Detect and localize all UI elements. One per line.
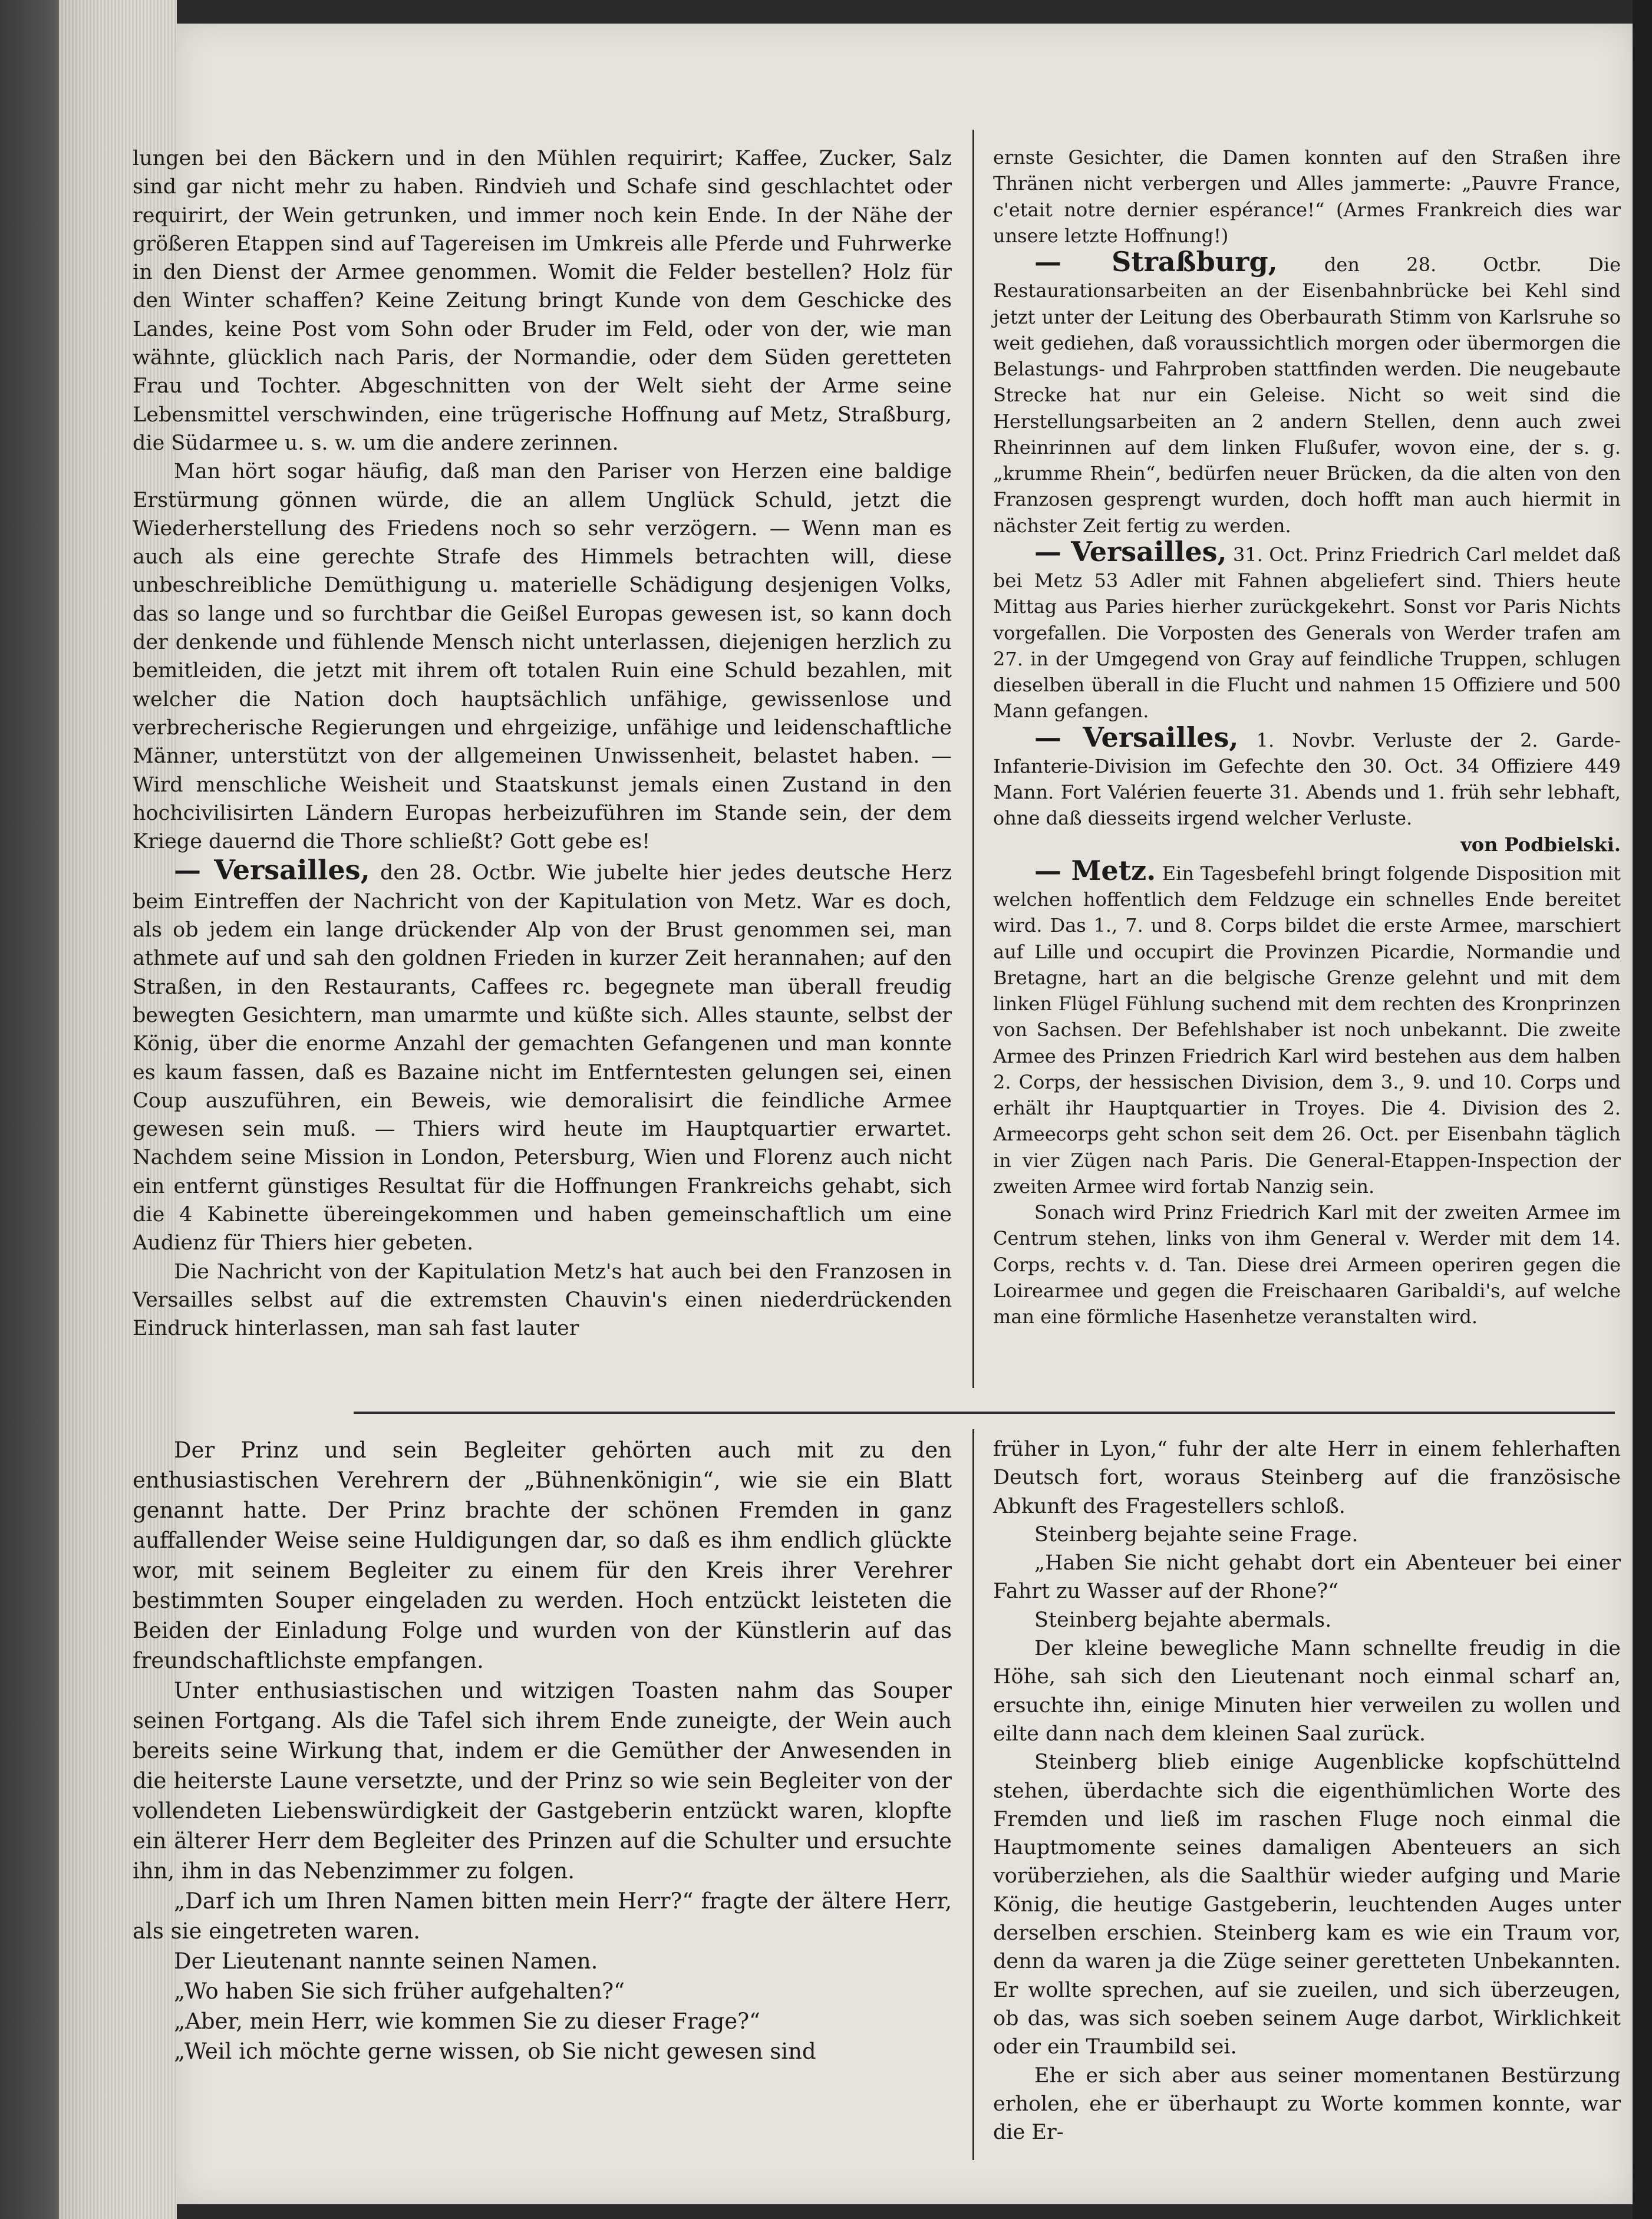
news-text: den 28. Octbr. Wie jubelte hier jedes deutsche Herz beim Eintreffen der Nachricht von der Kapitulation von Metz. War es doch, als ob jedem ein lange drückender Alp von der Brust genommen sei, man athmete auf und sah den goldnen Frieden in kurzer Zeit herannahen; auf den Straßen, in den Restaurants, Caffees rc. begegnete man überall freudig bewegten Gesichtern, man umarmte und küßte sich. Alles staunte, selbst der König, über die enorme Anzahl der gemachten Gefangenen und man konnte es kaum fassen, daß es Bazaine nicht im Entferntesten gelungen sei, einen Coup auszuführen, ein Beweis, wie demoralisirt die feindliche Armee gewesen sein muß. — Thiers wird heute im Hauptquartier erwartet. Nachdem seine Mission in London, Petersburg, Wien und Florenz auch nicht ein entfernt günstiges Resultat für die Hoffnungen Frankreichs gehabt, sich die 4 Kabinette übereingekommen und haben gemeinschaftlich um eine Audienz für Thiers hier gebeten. [133, 861, 952, 1255]
paragraph: Der Prinz und sein Begleiter gehörten auch mit zu den enthusiastischen Verehrern der „Bühnenkönigin“, wie sie ein Blatt genannt hatte. Der Prinz brachte der schönen Fremden in ganz auffallender Weise seine Huldigungen dar, so daß es ihm endlich glückte wor, mit seinem Begleiter zu einem für den Kreis ihrer Verehrer bestimmten Souper eingeladen zu werden. Hoch entzückt leisteten die Beiden der Einladung Folge und wurden von der Künstlerin auf das freundschaftlichste empfangen. [133, 1437, 952, 1673]
paragraph: „Haben Sie nicht gehabt dort ein Abenteuer bei einer Fahrt zu Wasser auf der Rhone?“ [993, 1551, 1621, 1604]
paragraph: Sonach wird Prinz Friedrich Karl mit der zweiten Armee im Centrum stehen, links von ihm General v. Werder mit dem 14. Corps, rechts v. d. Tan. Diese drei Armeen operiren gegen die Loirearmee und gegen die Freischaaren Garibaldi's, auf welche man eine förmliche Hasenhetze veranstalten wird. [993, 1201, 1621, 1328]
paragraph: Man hört sogar häufig, daß man den Pariser von Herzen eine baldige Erstürmung gönnen würde, die an allem Unglück Schuld, jetzt die Wiederherstellung des Friedens noch so sehr verzögern. — Wenn man es auch als eine gerechte Strafe des Himmels betrachten will, diese unbeschreibliche Demüthigung u. materielle Schädigung desjenigen Volks, das so lange und so furchtbar die Geißel Europas gewesen ist, so kann doch der denkende und fühlende Mensch nicht unterlassen, diejenigen herzlich zu bemitleiden, die jetzt mit ihrem oft totalen Ruin eine Schuld bezahlen, mit welcher die Nation doch hauptsächlich unfähige, gewissenlose und verbrecherische Regierungen und ehrgeizige, unfähige und leidenschaftliche Männer, unterstützt von der allgemeinen Unwissenheit, belastet haben. — Wird menschliche Weisheit und Staatskunst jemals einen Zustand in den hochcivilisirten Ländern Europas herbeizuführen im Stande sein, der dem Kriege dauernd die Thore schließt? Gott gebe es! [133, 460, 952, 854]
paragraph: Der Lieutenant nannte seinen Namen. [174, 1948, 598, 1974]
paragraph: früher in Lyon,“ fuhr der alte Herr in einem fehlerhaften Deutsch fort, woraus Steinberg auf die französische Abkunft des Fragestellers schloß. [993, 1437, 1621, 1518]
news-column-left [133, 144, 952, 1382]
paragraph: ernste Gesichter, die Damen konnten auf den Straßen ihre Thränen nicht verbergen und Alles jammerte: „Pauvre France, c'etait notre dernier espérance!“ (Armes Frankreich dies war unsere letzte Hoffnung!) [993, 146, 1621, 247]
dateline: — Versailles, [1034, 721, 1239, 753]
dateline: — Metz. [1034, 854, 1156, 886]
paragraph: Steinberg blieb einige Augenblicke kopfschüttelnd stehen, überdachte sich die eigenthümlichen Worte des Fremden und ließ im raschen Fluge noch einmal die Hauptmomente seines damaligen Abenteuers an sich vorüberziehen, als die Saalthür wieder aufging und Marie König, die heutige Gastgeberin, leuchtenden Auges unter derselben erschien. Steinberg kam es wie ein Traum vor, denn da waren ja die Züge seiner geretteten Unbekannten. Er wollte sprechen, auf sie zueilen, und sich überzeugen, ob das, was sich soeben seinem Auge darbot, Wirklichkeit oder ein Traumbild sei. [993, 1750, 1621, 2059]
news-text: Ein Tagesbefehl bringt folgende Disposition mit welchen hoffentlich dem Feldzuge ein schnelles Ende bereitet wird. Das 1., 7. und 8. Corps bildet die erste Armee, marschiert auf Lille und occupirt die Provinzen Picardie, Normandie und Bretagne, hart an die belgische Grenze gelehnt und mit dem linken Flügel Fühlung suchend mit dem rechten des Kronprinzen von Sachsen. Der Befehlshaber ist noch unbekannt. Die zweite Armee des Prinzen Friedrich Karl wird bestehen aus dem halben 2. Corps, der hessischen Division, dem 3., 9. und 10. Corps und erhält ihr Hauptquartier in Troyes. Die 4. Division des 2. Armeecorps geht schon seit dem 26. Oct. per Eisenbahn täglich in vier Zügen nach Paris. Die General-Etappen-Inspection der zweiten Armee wird fortab Nanzig sein. [993, 862, 1621, 1198]
paragraph: Steinberg bejahte seine Frage. [1034, 1522, 1358, 1547]
feuilleton-column-left [133, 1435, 952, 2160]
feuilleton-column-right [993, 1435, 1621, 2160]
news-item-strasburg [993, 246, 1621, 539]
news-column-right [993, 144, 1621, 1382]
paragraph: Die Nachricht von der Kapitulation Metz's hat auch bei den Franzosen in Versailles selbst auf die extremsten Chauvin's einen niederdrückenden Eindruck hinterlassen, man sah fast lauter [133, 1259, 952, 1341]
column-rule-bottom [972, 1429, 974, 2160]
paragraph: „Darf ich um Ihren Namen bitten mein Herr?“ fragte der ältere Herr, als sie eingetreten waren. [133, 1888, 952, 1944]
paragraph: „Aber, mein Herr, wie kommen Sie zu dieser Frage?“ [174, 2009, 760, 2034]
dark-background-edge [1633, 0, 1652, 2219]
paragraph: „Wo haben Sie sich früher aufgehalten?“ [174, 1979, 625, 2004]
paragraph: Der kleine bewegliche Mann schnellte freudig in die Höhe, sah sich den Lieutenant noch einmal scharf an, ersuchte ihn, einige Minuten hier verweilen zu wollen und eilte dann nach dem kleinen Saal zurück. [993, 1637, 1621, 1746]
signature: von Podbielski. [1460, 833, 1621, 856]
paragraph: Unter enthusiastischen und witzigen Toasten nahm das Souper seinen Fortgang. Als die Tafel sich ihrem Ende zuneigte, der Wein auch bereits seine Wirkung that, indem er die Gemüther der Anwesenden in die heiterste Laune versetzte, und der Prinz so wie sein Begleiter von der vollendeten Liebenswürdigkeit der Gastgeberin entzückt waren, klopfte ein älterer Herr dem Begleiter des Prinzen auf die Schulter und ersuchte ihn, ihm in das Nebenzimmer zu folgen. [133, 1678, 952, 1884]
paragraph: Ehe er sich aber aus seiner momentanen Bestürzung erholen, ehe er überhaupt zu Worte kommen konnte, war die Er- [993, 2063, 1621, 2145]
column-rule-top [972, 130, 974, 1388]
dateline: — Versailles, [174, 854, 370, 886]
paragraph: „Weil ich möchte gerne wissen, ob Sie nicht gewesen sind [174, 2039, 816, 2064]
dateline: — Versailles, [1034, 535, 1227, 568]
paragraph: lungen bei den Bäckern und in den Mühlen requirirt; Kaffee, Zucker, Salz sind gar nicht mehr zu haben. Rindvieh und Schafe sind geschlachtet oder requirirt, der Wein getrunken, und immer noch kein Ende. In der Nähe der größeren Etappen sind auf Tagereisen im Umkreis alle Pferde und Fuhrwerke in den Dienst der Armee genommen. Womit die Felder bestellen? Holz für den Winter schaffen? Keine Zeitung bringt Kunde von dem Geschicke des Landes, keine Post vom Sohn oder Bruder im Feld, oder von der, wie man wähnte, glücklich nach Paris, der Normandie, oder dem Süden geretteten Frau und Tochter. Abgeschnitten von der Welt sieht der Arme seine Lebensmittel verschwinden, eine trügerische Hoffnung auf Metz, Straßburg, die Südarmee u. s. w. um die andere zerinnen. [133, 147, 952, 455]
paragraph: Steinberg bejahte abermals. [1034, 1608, 1332, 1632]
news-item-metz [993, 854, 1621, 1199]
section-divider [354, 1412, 1615, 1414]
dateline: — Straßburg, [1034, 246, 1278, 278]
news-text: den 28. Octbr. Die Restaurationsarbeiten an der Eisenbahnbrücke bei Kehl sind jetzt unter der Leitung des Oberbaurath Stimm von Karlsruhe so weit gediehen, daß voraussichtlich morgen oder übermorgen die Belastungs- und Fahrproben stattfinden werden. Die neugebaute Strecke hat nur ein Geleise. Nicht so weit sind die Herstellungsarbeiten an 2 andern Stellen, denn auch zwei Rheinrinnen auf dem linken Flußufer, wovon eine, der s. g. „krumme Rhein“, bedürfen neuer Brücken, da die alten von den Franzosen gesprengt wurden, doch hofft man auch hiermit in nächster Zeit fertig zu werden. [993, 253, 1621, 537]
news-text: 1. Novbr. Verluste der 2. Garde-Infanterie-Division im Gefechte den 30. Oct. 34 Offiziere 449 Mann. Fort Valérien feuerte 31. Abends und 1. früh sehr lebhaft, ohne daß diesseits irgend welcher Verluste. [993, 728, 1621, 830]
news-item-versailles-28 [133, 856, 952, 1257]
news-item-versailles-31 [993, 535, 1621, 724]
news-item-versailles-1 [993, 721, 1621, 832]
news-text: 31. Oct. Prinz Friedrich Carl meldet daß bei Metz 53 Adler mit Fahnen abgeliefert sind. Thiers heute Mittag aus Paries hierher zurückgekehrt. Sonst vor Paris Nichts vorgefallen. Die Vorposten des Generals von Werder trafen am 27. in der Umgegend von Gray auf feindliche Truppen, schlugen dieselben überall in die Flucht und nahmen 15 Offiziere und 500 Mann gefangen. [993, 543, 1621, 723]
